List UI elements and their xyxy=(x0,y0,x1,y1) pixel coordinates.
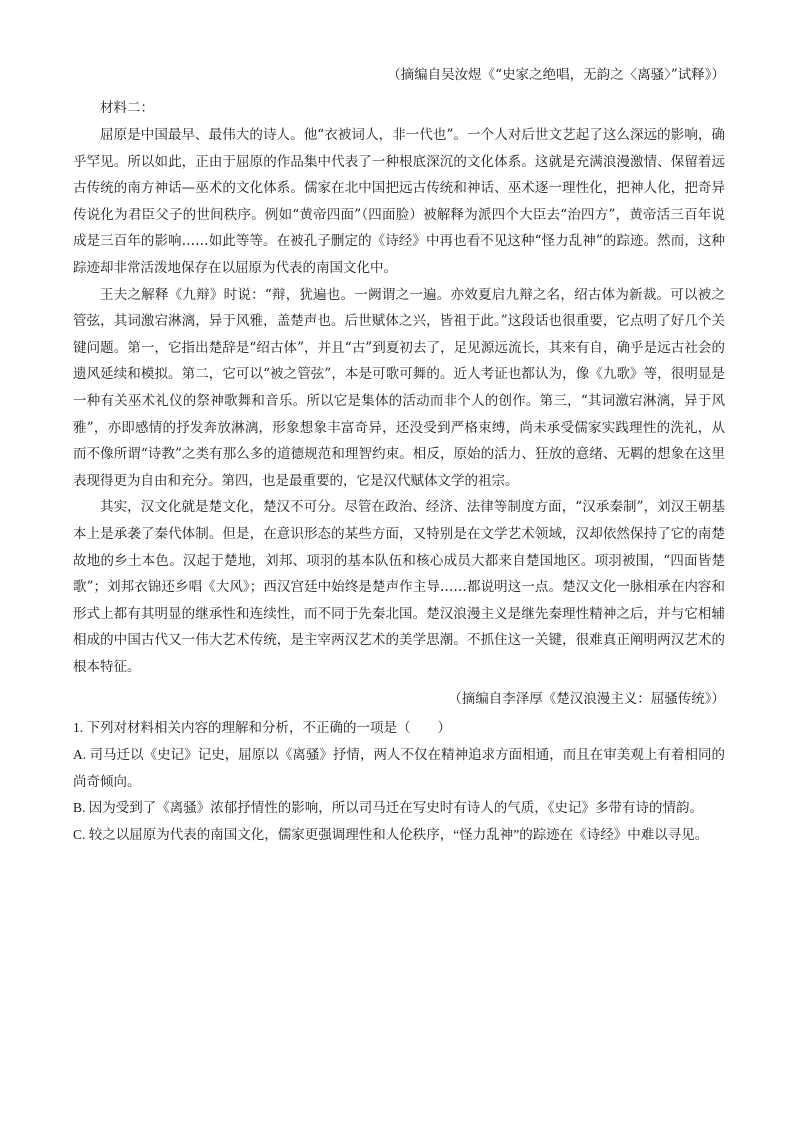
material-two-paragraph-1: 屈原是中国最早、最伟大的诗人。他“衣被词人，非一代也”。一个人对后世文艺起了这么深远的影响，确乎罕见。所以如此，正由于屈原的作品集中代表了一种根底深沉的文化体系。这就是充满浪漫激情、保留着远古传统的南方神话—巫术的文化体系。儒家在北中国把远古传统和神话、巫术逐一理性化，把神人化，把奇异传说化为君臣父子的世间秩序。例如“黄帝四面”（四面脸）被解释为派四个大臣去“治四方”，黄帝活三百年说成是三百年的影响……如此等等。在被孔子删定的《诗经》中再也看不见这种“怪力乱神”的踪迹。然而，这种踪迹却非常活泼地保存在以屈原为代表的南国文化中。 xyxy=(73,127,725,276)
material-two-paragraph-3: 其实，汉文化就是楚文化，楚汉不可分。尽管在政治、经济、法律等制度方面，“汉承秦制”，刘汉王朝基本上是承袭了秦代体制。但是，在意识形态的某些方面，又特别是在文学艺术领域，汉却依然保持了它的南楚故地的乡土本色。汉起于楚地，刘邦、项羽的基本队伍和核心成员大都来自楚国地区。项羽被围，“四面皆楚歌”；刘邦衣锦还乡唱《大风》；西汉宫廷中始终是楚声作主导……都说明这一点。楚汉文化一脉相承在内容和形式上都有其明显的继承性和连续性，而不同于先秦北国。楚汉浪漫主义是继先秦理性精神之后，并与它相辅相成的中国古代又一伟大艺术传统，是主宰两汉艺术的美学思潮。不抓住这一关键，很难真正阐明两汉艺术的根本特征。 xyxy=(73,499,725,675)
question-option-c: C. 较之以屈原为代表的南国文化，儒家更强调理性和人伦秩序，“怪力乱神”的踪迹在《诗经》中难以寻见。 xyxy=(73,826,709,842)
question-option-a: A. 司马迁以《史记》记史，屈原以《离骚》抒情，两人不仅在精神追求方面相通，而且在审美观上有着相同的尚奇倾向。 xyxy=(73,747,725,789)
document-page xyxy=(73,62,725,848)
material-two-paragraph-2: 王夫之解释《九辩》时说：“辩，犹遍也。一阙谓之一遍。亦效夏启九辩之名，绍古体为新裁。可以被之管弦，其词激宕淋漓，异于风雅，盖楚声也。后世赋体之兴，皆祖于此。”这段话也很重要，它点明了好几个关键问题。第一，它指出楚辞是“绍古体”，并且“古”到夏初去了，足见源远流长，其来有自，确乎是远古社会的遗风延续和模拟。第二，它可以“被之管弦”，本是可歌可舞的。近人考证也都认为，像《九歌》等，很明显是一种有关巫术礼仪的祭神歌舞和音乐。所以它是集体的活动而非个人的创作。第三，“其词激宕淋漓，异于风雅”，亦即感情的抒发奔放淋漓，形象想象丰富奇异，还没受到严格束缚，尚未承受儒家实践理性的洗礼，从而不像所谓“诗教”之类有那么多的道德规范和理智约束。相反，原始的活力、狂放的意绪、无羁的想象在这里表现得更为自由和充分。第四，也是最重要的，它是汉代赋体文学的祖宗。 xyxy=(73,286,725,489)
material-two-heading: 材料二： xyxy=(100,100,154,116)
question-stem: 1. 下列对材料相关内容的理解和分析，不正确的一项是（ ） xyxy=(73,720,451,736)
question-option-b: B. 因为受到了《离骚》浓郁抒情性的影响，所以司马迁在写史时有诗人的气质，《史记》多带有诗的情韵。 xyxy=(73,800,704,816)
material-two-source: （摘编自李泽厚《楚汉浪漫主义：屈骚传统》） xyxy=(448,691,725,708)
material-one-source: （摘编自吴汝煜《“史家之绝唱，无韵之〈离骚〉”试释》） xyxy=(387,67,725,83)
